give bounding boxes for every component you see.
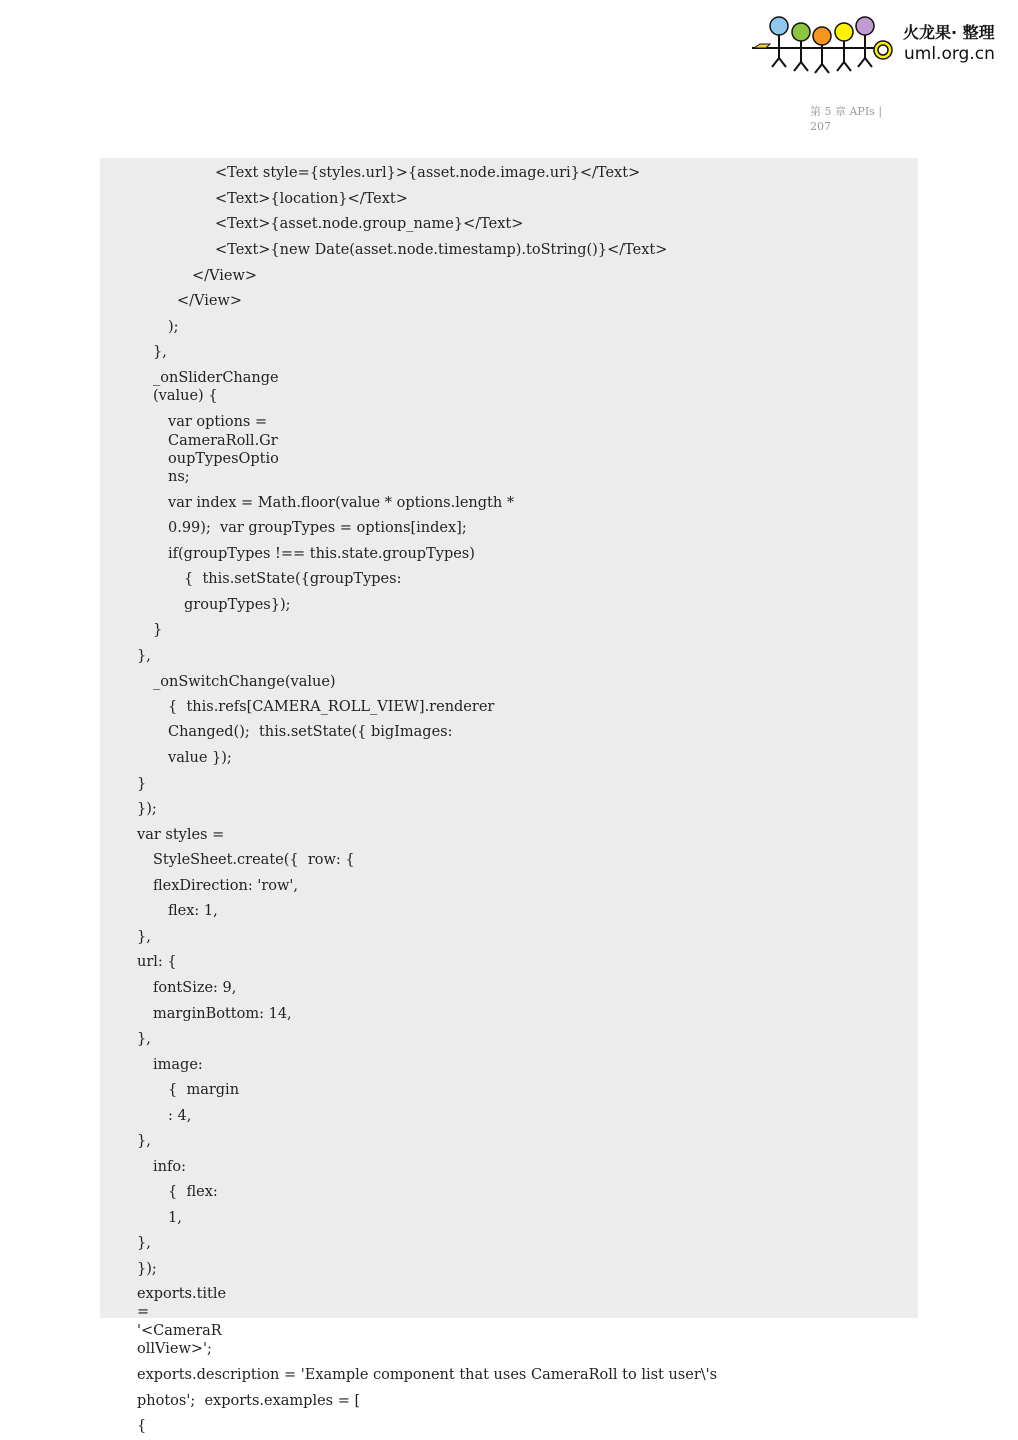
- code-line: <Text style={styles.url}>{asset.node.image.uri}</Text>: [215, 165, 641, 181]
- code-line: {: [137, 1418, 147, 1434]
- chapter-label: 第 5 章 APIs |: [810, 105, 883, 118]
- code-line: _onSwitchChange(value): [153, 674, 336, 690]
- code-line: oupTypesOptio: [168, 451, 279, 467]
- code-line: _onSliderChange: [153, 370, 279, 386]
- code-line: },: [137, 929, 151, 945]
- code-line: info:: [153, 1159, 186, 1175]
- code-line: photos'; exports.examples = [: [137, 1393, 361, 1409]
- brand-name: 火龙果· 整理: [903, 23, 995, 42]
- code-line: },: [137, 648, 151, 664]
- figure-head-5: [856, 17, 874, 35]
- code-line: <Text>{new Date(asset.node.timestamp).toString()}</Text>: [215, 242, 668, 258]
- code-line: },: [137, 1031, 151, 1047]
- code-line: CameraRoll.Gr: [168, 433, 278, 449]
- code-line: StyleSheet.create({ row: {: [153, 852, 355, 868]
- code-line: 0.99); var groupTypes = options[index];: [168, 520, 467, 536]
- code-line: '<CameraR: [137, 1323, 222, 1339]
- code-line: : 4,: [168, 1108, 192, 1124]
- code-line: { margin: [168, 1082, 240, 1098]
- code-line: </View>: [177, 293, 243, 309]
- code-line: marginBottom: 14,: [153, 1006, 292, 1022]
- code-line: var options =: [168, 414, 268, 430]
- code-line: });: [137, 801, 157, 817]
- code-line: });: [137, 1261, 157, 1277]
- code-line: exports.title: [137, 1286, 227, 1302]
- code-line: var styles =: [137, 827, 225, 843]
- code-line: <Text>{location}</Text>: [215, 191, 408, 207]
- code-line: fontSize: 9,: [153, 980, 237, 996]
- stick-figures-logo-icon: [748, 12, 898, 74]
- code-line: if(groupTypes !== this.state.groupTypes): [168, 546, 475, 562]
- figure-head-1: [770, 17, 788, 35]
- code-line: groupTypes});: [184, 597, 291, 613]
- code-line: image:: [153, 1057, 203, 1073]
- code-line: url: {: [137, 954, 177, 970]
- code-line: { this.setState({groupTypes:: [184, 571, 402, 587]
- code-line: ns;: [168, 469, 190, 485]
- code-line: </View>: [192, 268, 258, 284]
- code-line: { flex:: [168, 1184, 218, 1200]
- code-line: );: [168, 319, 179, 335]
- figure-head-3: [813, 27, 831, 45]
- code-line: },: [137, 1133, 151, 1149]
- code-line: }: [153, 622, 163, 638]
- page-number: 207: [810, 120, 831, 133]
- code-line: flex: 1,: [168, 903, 218, 919]
- code-line: ollView>';: [137, 1341, 212, 1357]
- code-line: =: [137, 1304, 150, 1320]
- code-line: 1,: [168, 1210, 182, 1226]
- code-line: var index = Math.floor(value * options.length *: [168, 495, 515, 511]
- code-line: flexDirection: 'row',: [153, 878, 299, 894]
- code-line: },: [153, 344, 167, 360]
- figure-head-4: [835, 23, 853, 41]
- brand-url: uml.org.cn: [904, 44, 995, 64]
- code-line: (value) {: [153, 388, 218, 404]
- code-line: { this.refs[CAMERA_ROLL_VIEW].renderer: [168, 699, 495, 715]
- code-line: <Text>{asset.node.group_name}</Text>: [215, 216, 524, 232]
- code-line: Changed(); this.setState({ bigImages:: [168, 724, 453, 740]
- code-line: exports.description = 'Example component that uses CameraRoll to list user\'s: [137, 1367, 718, 1383]
- code-line: value });: [168, 750, 232, 766]
- page-header: [810, 104, 910, 134]
- figure-head-2: [792, 23, 810, 41]
- code-line: }: [137, 776, 147, 792]
- code-line: },: [137, 1235, 151, 1251]
